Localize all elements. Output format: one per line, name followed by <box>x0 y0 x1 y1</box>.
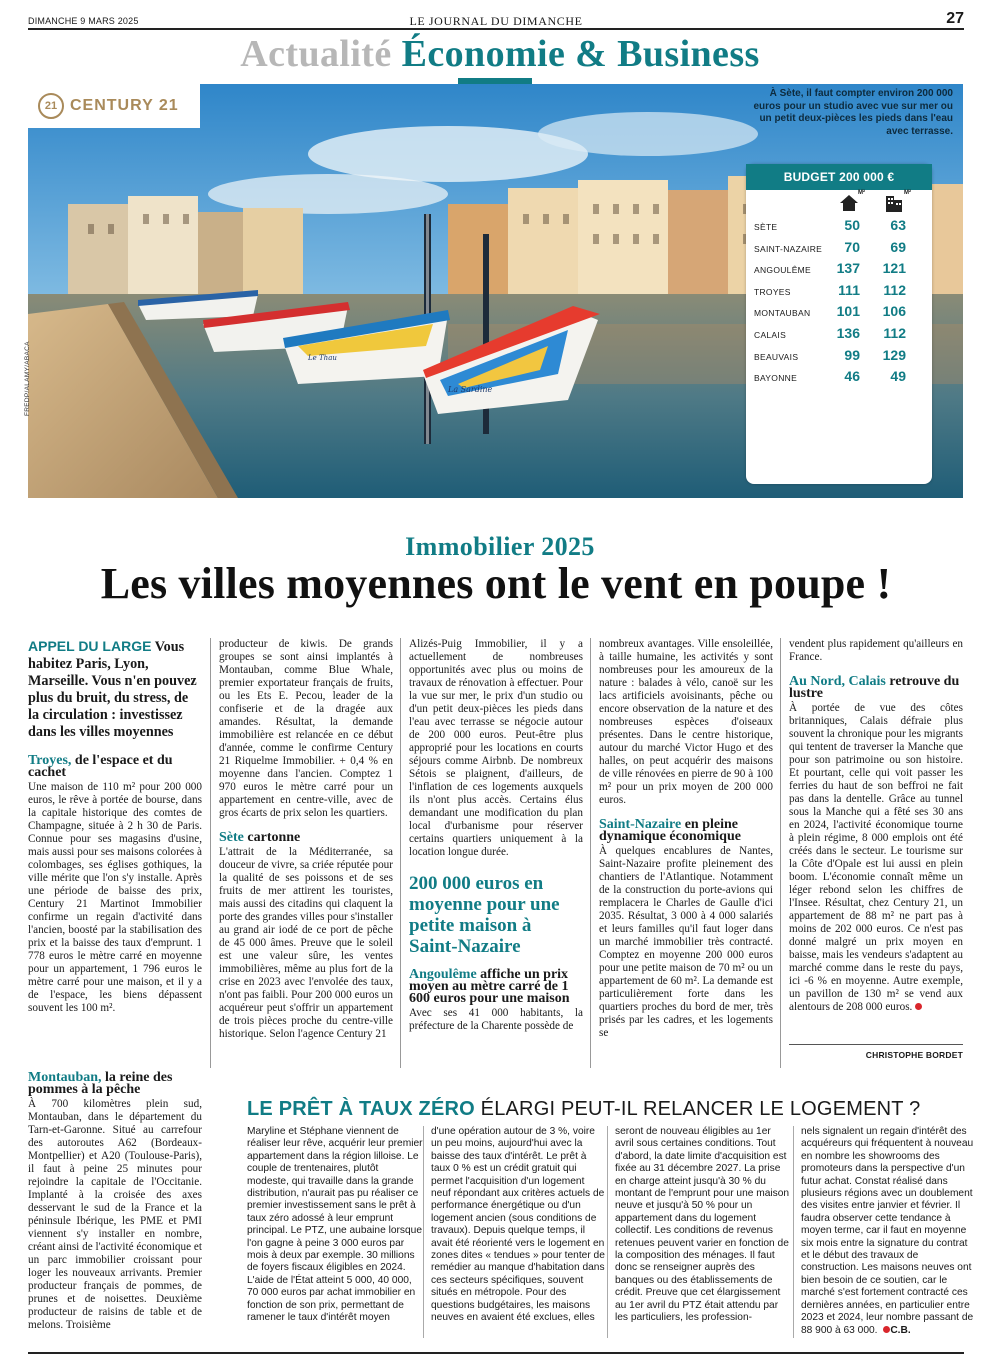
budget-city: BEAUVAIS <box>754 351 799 362</box>
page-bottom-rule <box>28 1352 964 1354</box>
budget-row <box>746 346 932 368</box>
budget-city: SÈTE <box>754 222 778 232</box>
boat-name-2: Le Thau <box>308 354 337 362</box>
text-stnazaire-cont: vendent plus rapidement qu'ailleurs en France. <box>789 638 963 663</box>
budget-city: SAINT-NAZAIRE <box>754 243 823 254</box>
budget-house-m2: 99 <box>844 346 860 363</box>
box-title <box>247 1098 920 1121</box>
end-mark <box>915 1003 922 1010</box>
article-kicker: Immobilier 2025 <box>405 532 595 561</box>
article-column-2 <box>219 638 393 1041</box>
budget-house-m2: 70 <box>844 238 860 255</box>
article-headline: Les villes moyennes ont le vent en poupe ! <box>100 559 892 608</box>
budget-icons-row <box>746 190 932 216</box>
newspaper-name: LE JOURNAL DU DIMANCHE <box>409 14 583 28</box>
article-signature: CHRISTOPHE BORDET <box>865 1050 963 1060</box>
budget-flat-m2: 129 <box>882 346 906 363</box>
text-troyes: Une maison de 110 m² pour 200 000 euros, le rêve à portée de bourse, dans la capitale historique des comtes de Champagne, située à 2 h 30 de Paris. Connue pour ses magasins d'usine, mais aussi pour ses maisons colorées à colombages, ses églises gothiques, la ville mérite que l'on s'y installe. Après une période de baisse des prix, Century 21 Martinot Immobilier confirme un regain d'activité dans l'ancien, boosté par la stabilisation des prix et la baisse des taux d'emprunt. 1 778 euros le mètre carré en moyenne pour un appartement, 1 796 euros le mètre carré pour une maison, et il y a de l'espace, les biens dépassent souvent les 100 m². <box>28 781 202 1014</box>
budget-table <box>746 164 932 484</box>
subhead-stnazaire: en pleine dynamique économique <box>599 817 741 844</box>
subhead-troyes: de l'espace et du cachet <box>28 753 173 780</box>
subhead-angouleme-city: Angoulême <box>409 967 477 982</box>
budget-city: MONTAUBAN <box>754 308 811 319</box>
budget-row <box>746 281 932 303</box>
lead-text: Vous habitez Paris, Lyon, Marseille. Vous n'en pouvez plus du bruit, du stress, de la circulation : investissez dans les villes moyennes <box>28 639 197 740</box>
column-rule <box>780 638 781 1068</box>
budget-flat-m2: 63 <box>890 217 906 233</box>
house-icon <box>838 194 860 216</box>
budget-row <box>746 216 932 238</box>
subhead-sete: cartonne <box>247 830 301 845</box>
budget-flat-m2: 112 <box>883 281 906 298</box>
article-column-1 <box>28 638 202 1015</box>
column-rule <box>400 638 401 1068</box>
box-column-3: seront de nouveau éligibles au 1er avril sous certaines conditions. Tout d'abord, la date limite d'acquisition est fixée au 31 décembre 2027. La prise en charge atteint jusqu'à 30 % du montant de l'emprunt pour une maison neuve et jusqu'à 50 % pour un appartement dans du logement collectif. Les conditions de revenus retenues peuvent varier en fonction de la composition des ménages. Il faut donc se renseigner auprès des banques ou des établissements de crédit. Preuve que cet élargissement au 1er avril du PTZ était attendu par les particuliers, les profession- <box>615 1126 790 1324</box>
photo-credit: FREDP/ALAMY/ABACA <box>24 341 31 416</box>
unit-m2-house: M² <box>858 190 865 196</box>
subhead-angouleme: affiche un prix moyen au mètre carré de 1 600 euros pour une maison <box>409 967 570 1006</box>
box-column-rule <box>423 1126 424 1338</box>
signature-rule <box>789 1044 963 1045</box>
text-angouleme-cont: nombreux avantages. Ville ensoleillée, à taille humaine, les activités y sont nombreuses pour les amoureux de la nature : balades à vélo, canoë sur les lacs artificiels avoisinants, pêche ou encore observation de la nature et des nombreuses espèces d'oiseaux présentes. Dans le centre historique, autour du marché Victor Hugo et des halles, on peut acquérir des maisons de ville rénovées en pierre de 90 à 100 m² pour un prix moyen de 200 000 euros. <box>599 638 773 806</box>
pull-quote: 200 000 euros en moyenne pour une petite maison à Saint-Nazaire <box>409 873 560 957</box>
logo-wordmark: CENTURY 21 <box>70 97 179 114</box>
box-column-2: d'une opération autour de 3 %, voire un peu moins, aujourd'hui avec la baisse des taux d'intérêt. Le prêt à taux 0 % est un crédit gratuit qui permet l'acquisition d'un logement neuf répondant aux critères actuels de performance énergétique ou d'un logement ancien (sous conditions de travaux). Depuis quelque temps, il avait été réorienté vers le logement en zones dites « tendues » pour tenter de remédier au manque d'habitation dans ces secteurs spécifiques, souvent situés en métropole. Pour des questions budgétaires, les maisons neuves en avaient été exclues, elles <box>431 1126 605 1324</box>
budget-flat-m2: 69 <box>890 238 906 255</box>
box-column-1: Maryline et Stéphane viennent de réaliser leur rêve, acquérir leur premier appartement dans la région lilloise. Le couple de trentenaires, plutôt modeste, qui travaille dans la grande distribution, n'aurait pas pu réaliser ce premier investissement sans le prêt à taux zéro adossé à leur emprunt principal. Le PTZ, une aubaine lorsque l'on gagne à peine 3 000 euros par mois à deux par exemple. 30 millions de foyers fiscaux éligibles en 2024. L'aide de l'État atteint 5 000, 40 000, 70 000 euros par achat immobilier en fonction de son prix, permettant de ramener le taux d'intérêt moyen <box>247 1126 423 1324</box>
budget-house-m2: 101 <box>836 303 860 320</box>
issue-date: DIMANCHE 9 MARS 2025 <box>28 16 139 26</box>
budget-house-m2: 137 <box>836 260 860 277</box>
subhead-montauban-city: Montauban, <box>28 1070 102 1085</box>
budget-house-m2: 50 <box>844 217 860 233</box>
box-title-rest: ÉLARGI PEUT-IL RELANCER LE LOGEMENT ? <box>480 1098 921 1120</box>
subhead-calais: retrouve du lustre <box>789 674 960 701</box>
page-number: 27 <box>946 10 964 27</box>
budget-row <box>746 324 932 346</box>
subhead-troyes-city: Troyes, <box>28 753 72 768</box>
article-column-1-continued <box>28 1066 202 1332</box>
budget-row <box>746 259 932 281</box>
article-column-3 <box>409 638 583 1033</box>
budget-house-m2: 111 <box>838 281 860 298</box>
budget-city: BAYONNE <box>754 373 798 384</box>
logo-mark: 21 <box>38 93 64 119</box>
photo-caption: À Sète, il faut compter environ 200 000 euros pour un studio avec vue sur mer ou un petit deux-pièces les pieds dans l'eau avec terrasse. <box>753 88 953 137</box>
section-title <box>0 32 1000 76</box>
budget-title: BUDGET 200 000 € <box>746 164 932 190</box>
subhead-calais-city: Au Nord, Calais <box>789 674 886 689</box>
text-sete-cont: Alizés-Puig Immobilier, il y a actuellement de nombreuses opportunités avec plus ou moins de travaux de rénovation à effectuer. Pour la vue sur mer, le prix d'un studio ou d'un petit deux-pièces les pieds dans l'eau avec terrasse se négocie autour de 200 000 euros. Peut-être plus approprié pour les locations en courts séjours comme Airbnb. De nombreux Sétois se plaignent, d'ailleurs, de l'inflation de ces logements auxquels ils n'ont plus accès. Certains élus demandant une modification du plan local d'urbanisme pour réserver certains quartiers uniquement à la location longue durée. <box>409 638 583 858</box>
budget-city: CALAIS <box>754 329 787 340</box>
text-calais: À portée de vue des côtes britanniques, Calais défraie plus souvent la chronique pour les migrants qui tentent de traverser la Manche que pour son patrimoine ou son histoire. Et pourtant, celle qui voit passer les ferries du haut de son beffroi ne fait pas dans la dentelle. Grâce au tunnel sous la Manche qui a fêté ses 30 ans en 2024, l'activité économique tourne à plein régime, 8 000 emplois ont été créés dans le secteur. Le tourisme sur la Côte d'Opale est lui aussi en plein boom. L'économie connaît même un léger rebond selon les chiffres de l'Insee. Résultat, chez Century 21, un appartement de 88 m² ne part pas à moins de 202 000 euros. Ce n'est pas donné malgré un prix moyen en baisse, mais les vendeurs s'adaptent au marché comme dans le reste du pays, ici -6 % en moyenne. Autre exemple, un pavillon de 130 m² se vend aux alentours de 208 000 euros. <box>789 702 963 1013</box>
column-rule <box>590 638 591 1068</box>
box-title-bold: LE PRÊT À TAUX ZÉRO <box>247 1098 475 1120</box>
lead-tag: APPEL DU LARGE <box>28 638 152 654</box>
budget-city: TROYES <box>754 286 791 297</box>
budget-house-m2: 136 <box>836 324 860 341</box>
subhead-montauban: la reine des pommes à la pêche <box>28 1070 173 1097</box>
building-icon <box>884 194 904 216</box>
article-column-4 <box>599 638 773 1040</box>
subhead-sete-city: Sète <box>219 830 244 845</box>
subhead-stnazaire-city: Saint-Nazaire <box>599 817 682 832</box>
budget-city: ANGOULÊME <box>754 265 812 276</box>
text-montauban: À 700 kilomètres plein sud, Montauban, dans le département du Tarn-et-Garonne. Situé au carrefour des autoroutes A62 (Bordeaux-Montpellier) et A20 (Toulouse-Paris), il faut à peine 25 minutes pour rejoindre la capitale de l'Occitanie. Implanté à la croisée des axes desservant le sud de la France et la péninsule Ibérique, les PME et PMI viennent s'y installer en nombre, créant ainsi de l'activité économique et un parc immobilier croissant pour loger les nouveaux arrivants. Premier producteur français de pommes, de prunes et de noisettes. Deuxième producteur de raisins de table et de melons. Troisième <box>28 1098 202 1331</box>
budget-row <box>746 302 932 324</box>
budget-house-m2: 46 <box>844 368 860 385</box>
section-title-first: Actualité <box>240 33 392 75</box>
budget-flat-m2: 49 <box>890 368 906 385</box>
ptz-box <box>219 1082 974 1352</box>
box-column-rule <box>607 1126 608 1338</box>
budget-flat-m2: 112 <box>883 324 906 341</box>
budget-row <box>746 238 932 260</box>
article-column-5 <box>789 638 963 1014</box>
boat-name-1: La Sardine <box>448 385 493 394</box>
budget-flat-m2: 106 <box>882 303 906 320</box>
column-rule <box>210 638 211 1068</box>
text-stnazaire: À quelques encablures de Nantes, Saint-Nazaire profite pleinement des chantiers de l'Atlantique. Notamment de la construction du porte-avions qui remplacera le Charles de Gaulle d'ici 2035. Résultat, 3 000 à 4 000 salariés et leurs familles qu'il faut loger dans un marché immobilier très contracté. Comptez en moyenne 200 000 euros pour une petite maison de 70 m² ou un appartement de 60 m². La demande est particulièrement forte dans les quartiers proches du bord de mer, très prisés par les cadres, et les logements se <box>599 845 773 1039</box>
section-title-second: Économie & Business <box>401 33 760 75</box>
box-column-4-text: nels signalent un regain d'intérêt des acquéreurs qui fréquentent à nouveau en nombre les showrooms des promoteurs dans la perspective d'un futur achat. Constat réalisé dans plusieurs régions avec un doublement des visites entre janvier et février. Il faudra observer cette tendance à moyen terme, car il faut en moyenne six mois entre la signature du contrat et le début des travaux de construction. Les maisons neuves ont bien besoin de ce soutien, car le marché s'est fortement contracté ces dernières années, en particulier entre 2023 et 2024, leur nombre passant de 88 900 à 63 000. <box>801 1126 974 1336</box>
text-angouleme: Avec ses 41 000 habitants, la préfecture de la Charente possède de <box>409 1007 583 1032</box>
box-signature: C.B. <box>890 1324 911 1336</box>
budget-row <box>746 367 932 389</box>
unit-m2-flat: M² <box>904 190 911 196</box>
century21-logo <box>28 84 200 128</box>
box-column-rule <box>793 1126 794 1338</box>
box-column-4 <box>801 1126 977 1337</box>
page-header <box>28 10 964 30</box>
text-sete: L'attrait de la Méditerranée, sa douceur de vivre, sa criée réputée pour la qualité de ses poissons et de ses fruits de mer attirent les touristes, mais aussi des citadins qui claquent la porte des grandes villes pour s'installer au grand air iodé de ce port de pêche de 45 000 âmes. Preuve que le soleil est une valeur sûre, les ventes immobilières, même au plus fort de la crise en 2023 avec l'envolée des taux, n'ont pas faibli. Pour 200 000 euros un acquéreur peut s'offrir un appartement de trois pièces proche du centre-ville historique. Selon l'agence Century 21 <box>219 846 393 1040</box>
budget-flat-m2: 121 <box>882 260 906 277</box>
text-montauban-cont: producteur de kiwis. De grands groupes se sont ainsi implantés à Montauban, comme Blue Whale, premier exportateur français de fruits, ou les Ets E. Pecou, leader de la confiserie et de la dragée aux amandes. Résultat, la demande immobilière est relancée en ce début d'année, comme le confirme Century 21 Riquelme Immobilier. + 0,4 % en moyenne dans l'ancien. Comptez 1 970 euros le mètre carré pour un appartement en centre-ville, avec de gros écarts de prix selon les quartiers. <box>219 638 393 819</box>
